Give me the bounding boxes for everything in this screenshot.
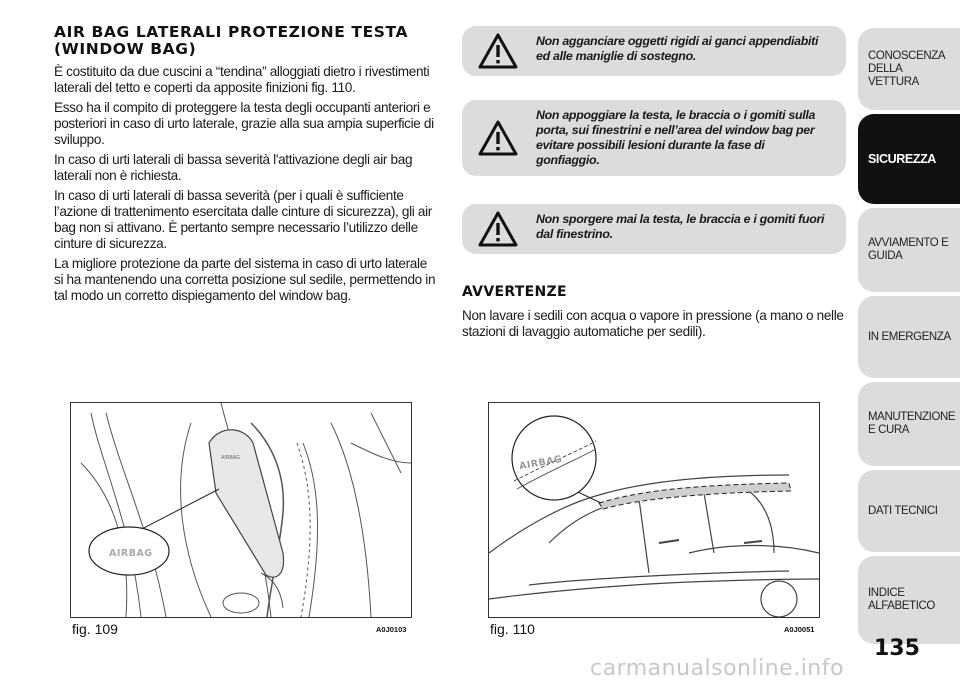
paragraph: Esso ha il compito di proteggere la testa degli occupanti anteriori e posteriori in caso di urto laterale, grazie alla sua ampia superficie di sviluppo.	[54, 100, 434, 147]
svg-text:AIRBAG: AIRBAG	[221, 455, 240, 461]
warning-triangle-icon	[478, 33, 518, 69]
chapter-sidebar	[858, 28, 960, 648]
warning-box	[462, 100, 846, 176]
right-column	[462, 26, 846, 344]
tab-sicurezza[interactable]	[858, 114, 960, 204]
tab-conoscenza-della-vettura[interactable]	[858, 28, 960, 110]
warning-box	[462, 26, 846, 76]
advertenze-text: Non lavare i sedili con acqua o vapore in pressione (a mano o nelle stazioni di lavaggio automatiche per sedili).	[462, 308, 844, 339]
figure-code: A0J0051	[784, 625, 815, 634]
figure-caption: fig. 110	[490, 621, 535, 637]
left-column	[54, 24, 436, 308]
tab-avviamento-e-guida[interactable]	[858, 208, 960, 292]
tab-label: CONOSCENZA DELLA VETTURA	[868, 49, 945, 88]
tab-indice-alfabetico[interactable]	[858, 556, 960, 644]
tab-label: INDICE ALFABETICO	[868, 587, 935, 612]
figure-109	[70, 402, 412, 618]
watermark: carmanualsonline.info	[590, 656, 844, 681]
figure-110	[488, 402, 820, 618]
paragraph: In caso di urti laterali di bassa severità l'attivazione degli air bag laterali non è richiesta.	[54, 152, 413, 183]
tab-manutenzione-e-cura[interactable]	[858, 382, 960, 466]
warning-text: Non agganciare oggetti rigidi ai ganci appendiabiti ed alle maniglie di sostegno.	[536, 34, 819, 63]
warning-text: Non appoggiare la testa, le braccia o i gomiti sulla porta, sui finestrini e nell’area del window bag per evitare possibili lesioni durante la fase di gonfiaggio.	[536, 108, 816, 167]
paragraph: La migliore protezione da parte del sistema in caso di urto laterale si ha mantenendo una corretta posizione sul sedile, permettendo in tal modo un corretto dispiegamento del window bag.	[54, 256, 436, 303]
seat-airbag-illustration	[71, 403, 411, 617]
page-number: 135	[874, 636, 920, 661]
tab-label: AVVIAMENTO E GUIDA	[868, 237, 949, 262]
tab-in-emergenza[interactable]	[858, 296, 960, 378]
car-window-bag-illustration	[489, 403, 819, 617]
warning-box	[462, 204, 846, 254]
paragraph: È costituito da due cuscini a “tendina” alloggiati dietro i rivestimenti laterali del tetto e coperti da apposite finizioni fig. 110.	[54, 64, 430, 95]
tab-label: IN EMERGENZA	[868, 330, 951, 343]
warning-triangle-icon	[478, 120, 518, 156]
warning-text: Non sporgere mai la testa, le braccia e i gomiti fuori dal finestrino.	[536, 212, 825, 241]
tab-label: MANUTENZIONE E CURA	[868, 411, 956, 436]
tab-label: SICUREZZA	[868, 151, 936, 166]
airbag-label: AIRBAG	[518, 453, 564, 473]
airbag-label: AIRBAG	[109, 548, 153, 559]
advertenze-title: AVVERTENZE	[462, 284, 567, 300]
paragraph: In caso di urti laterali di bassa severità (per i quali è sufficiente l’azione di trattenimento esercitata dalle cinture di sicurezza), gli air bag non si attivano. È pertanto sempre necessario l’utilizzo delle cinture di sicurezza.	[54, 188, 432, 251]
section-title: AIR BAG LATERALI PROTEZIONE TESTA (WINDOW BAG)	[54, 23, 409, 58]
figure-code: A0J0103	[376, 625, 407, 634]
figure-caption: fig. 109	[72, 621, 118, 637]
tab-label: DATI TECNICI	[868, 504, 938, 517]
tab-dati-tecnici[interactable]	[858, 470, 960, 552]
warning-triangle-icon	[478, 211, 518, 247]
